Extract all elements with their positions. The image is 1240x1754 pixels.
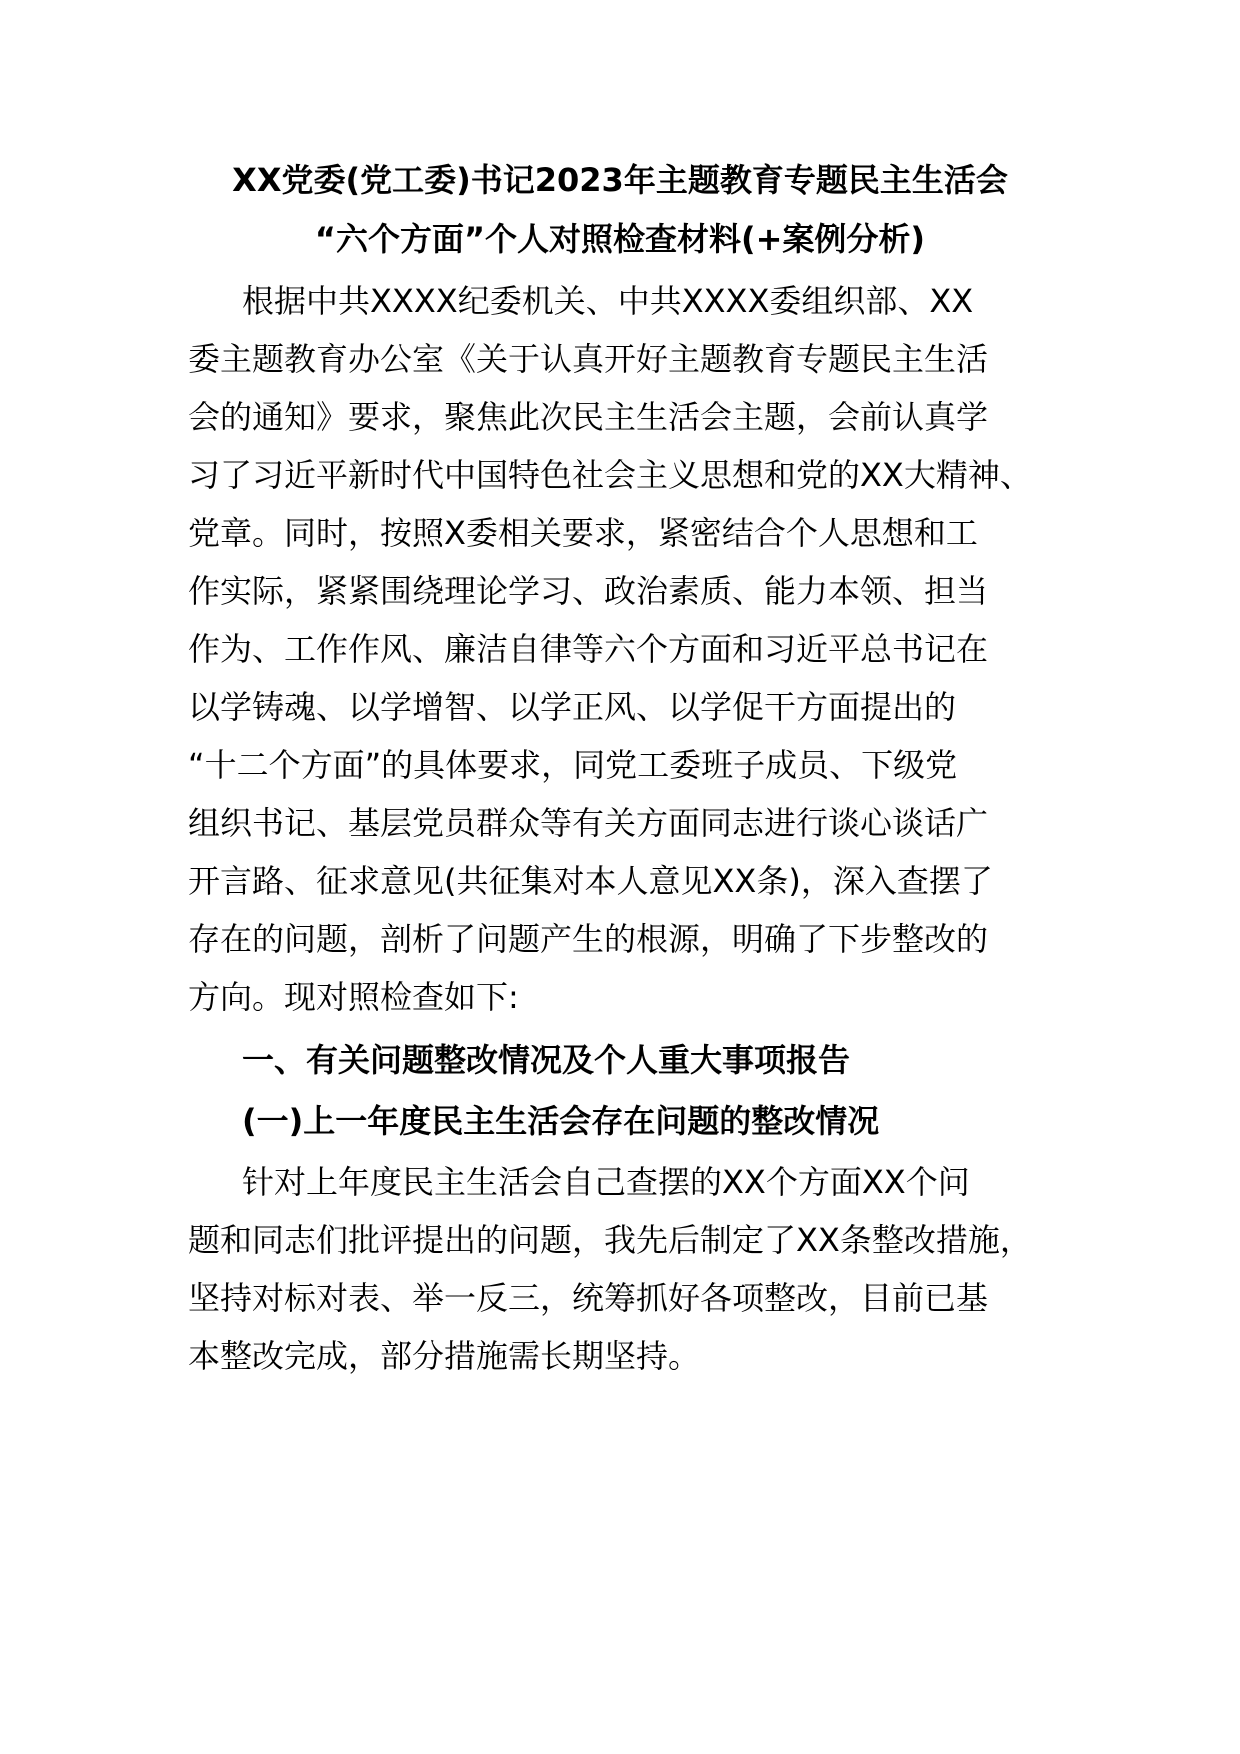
paragraph-line: 坚持对标对表、举一反三，统筹抓好各项整改，目前已基	[188, 1279, 989, 1317]
document-title-line-1: XX党委(党工委)书记2023年主题教育专题民主生活会	[232, 161, 1008, 199]
paragraph-line: 针对上年度民主生活会自己查摆的XX个方面XX个问	[242, 1163, 970, 1201]
subsection-heading: (一)上一年度民主生活会存在问题的整改情况	[242, 1102, 880, 1140]
paragraph-line: 党章。同时，按照X委相关要求，紧密结合个人思想和工	[188, 514, 978, 552]
paragraph-line: 方向。现对照检查如下:	[188, 978, 519, 1016]
paragraph-line: 会的通知》要求，聚焦此次民主生活会主题，会前认真学	[188, 398, 989, 436]
paragraph-line: 开言路、征求意见(共征集对本人意见XX条)，深入查摆了	[188, 862, 993, 900]
paragraph-line: 根据中共XXXX纪委机关、中共XXXX委组织部、XX	[242, 282, 974, 320]
paragraph-line: 以学铸魂、以学增智、以学正风、以学促干方面提出的	[188, 688, 957, 726]
paragraph-line: 作为、工作作风、廉洁自律等六个方面和习近平总书记在	[188, 630, 989, 668]
paragraph-line: 本整改完成，部分措施需长期坚持。	[188, 1337, 701, 1375]
paragraph-line: 委主题教育办公室《关于认真开好主题教育专题民主生活	[188, 340, 989, 378]
paragraph-line: 习了习近平新时代中国特色社会主义思想和党的XX大精神、	[188, 456, 1032, 494]
section-heading: 一、有关问题整改情况及个人重大事项报告	[242, 1041, 851, 1079]
paragraph-line: 存在的问题，剖析了问题产生的根源，明确了下步整改的	[188, 920, 989, 958]
paragraph-line: 组织书记、基层党员群众等有关方面同志进行谈心谈话广	[188, 804, 989, 842]
paragraph-line: 作实际，紧紧围绕理论学习、政治素质、能力本领、担当	[188, 572, 989, 610]
document-title-line-2: “六个方面”个人对照检查材料(+案例分析)	[314, 220, 926, 258]
paragraph-line: “十二个方面”的具体要求，同党工委班子成员、下级党	[188, 746, 958, 784]
paragraph-line: 题和同志们批评提出的问题，我先后制定了XX条整改措施，	[188, 1221, 1032, 1259]
